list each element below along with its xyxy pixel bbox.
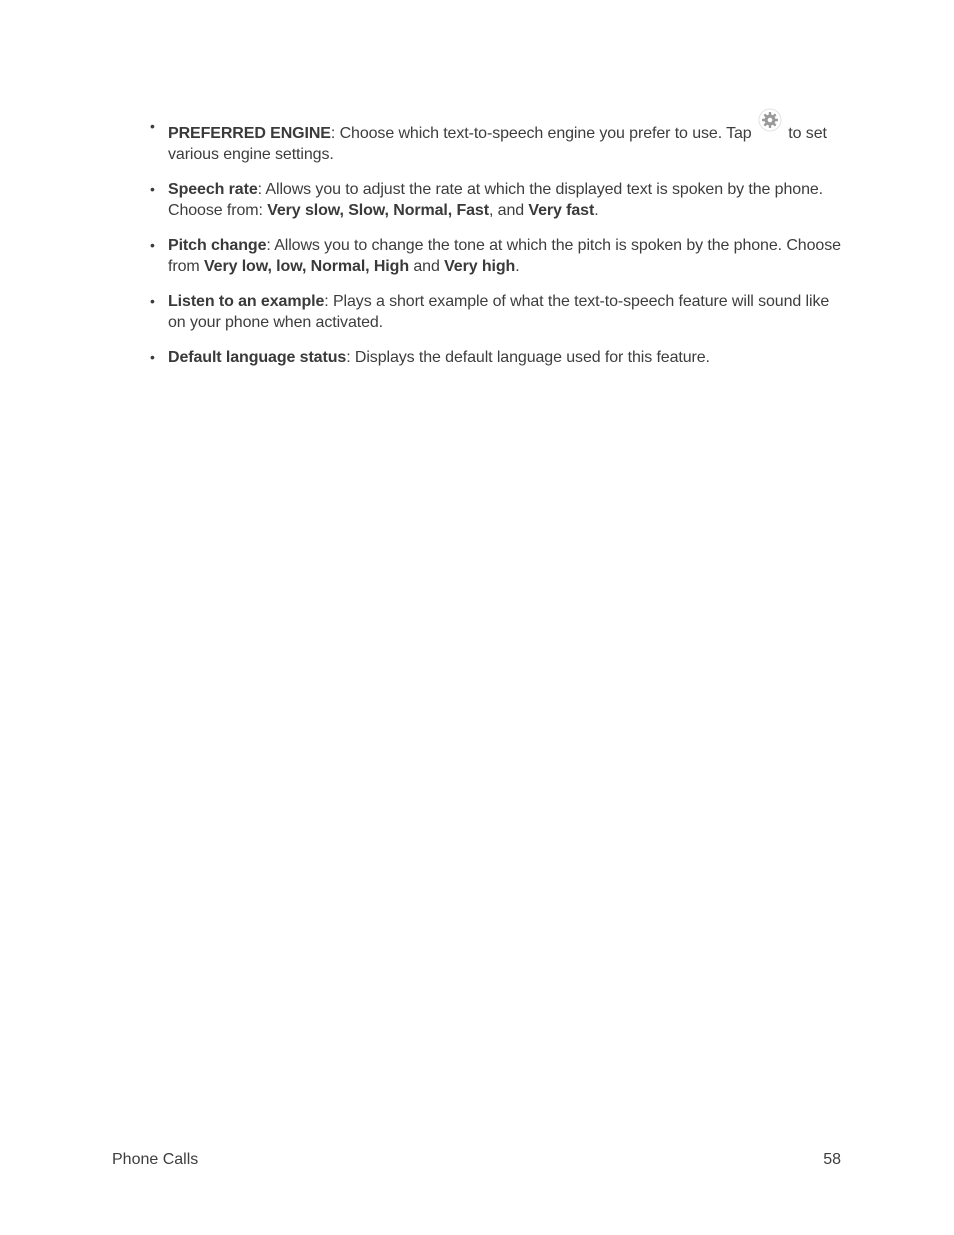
pitch-last-option: Very high: [444, 258, 516, 275]
list-item-speech-rate: [150, 179, 850, 221]
bullet: •: [150, 349, 155, 365]
bullet: •: [150, 293, 155, 309]
description: : Choose which text-to-speech engine you prefer to use. Tap: [330, 125, 756, 142]
gear-icon: [758, 108, 782, 132]
description: : Allows you to change the tone at which the pitch is spoken by the phone. Choose from: [168, 237, 841, 275]
connector: and: [409, 258, 445, 275]
term-preferred-engine: PREFERRED ENGINE: [168, 125, 331, 142]
term-pitch-change: Pitch change: [168, 237, 267, 254]
period: .: [515, 258, 520, 275]
list-item-listen-example: [150, 291, 850, 333]
description: : Allows you to adjust the rate at which the displayed text is spoken by the phone. Choose from:: [168, 181, 824, 219]
connector: , and: [488, 202, 529, 219]
description-end: to set various engine settings.: [168, 125, 827, 163]
footer-section-title: Phone Calls: [112, 1151, 199, 1168]
description: : Displays the default language used for this feature.: [346, 349, 710, 366]
term-speech-rate: Speech rate: [168, 181, 258, 198]
speech-rate-last-option: Very fast: [528, 202, 595, 219]
speech-rate-options: Very slow, Slow, Normal, Fast: [267, 202, 489, 219]
description: : Plays a short example of what the text-to-speech feature will sound like on your phone when activated.: [168, 293, 830, 331]
bullet: •: [150, 181, 155, 197]
term-listen-example: Listen to an example: [168, 293, 325, 310]
bullet: •: [150, 237, 155, 253]
period: .: [594, 202, 599, 219]
list-item-default-language: [150, 347, 850, 368]
term-default-language: Default language status: [168, 349, 347, 366]
list-item-pitch-change: [150, 235, 850, 277]
list-item-preferred-engine: [150, 116, 850, 165]
footer-page-number: 58: [823, 1151, 841, 1168]
bullet: •: [150, 118, 155, 134]
bullet-list: [150, 116, 850, 382]
pitch-options: Very low, low, Normal, High: [203, 258, 409, 275]
